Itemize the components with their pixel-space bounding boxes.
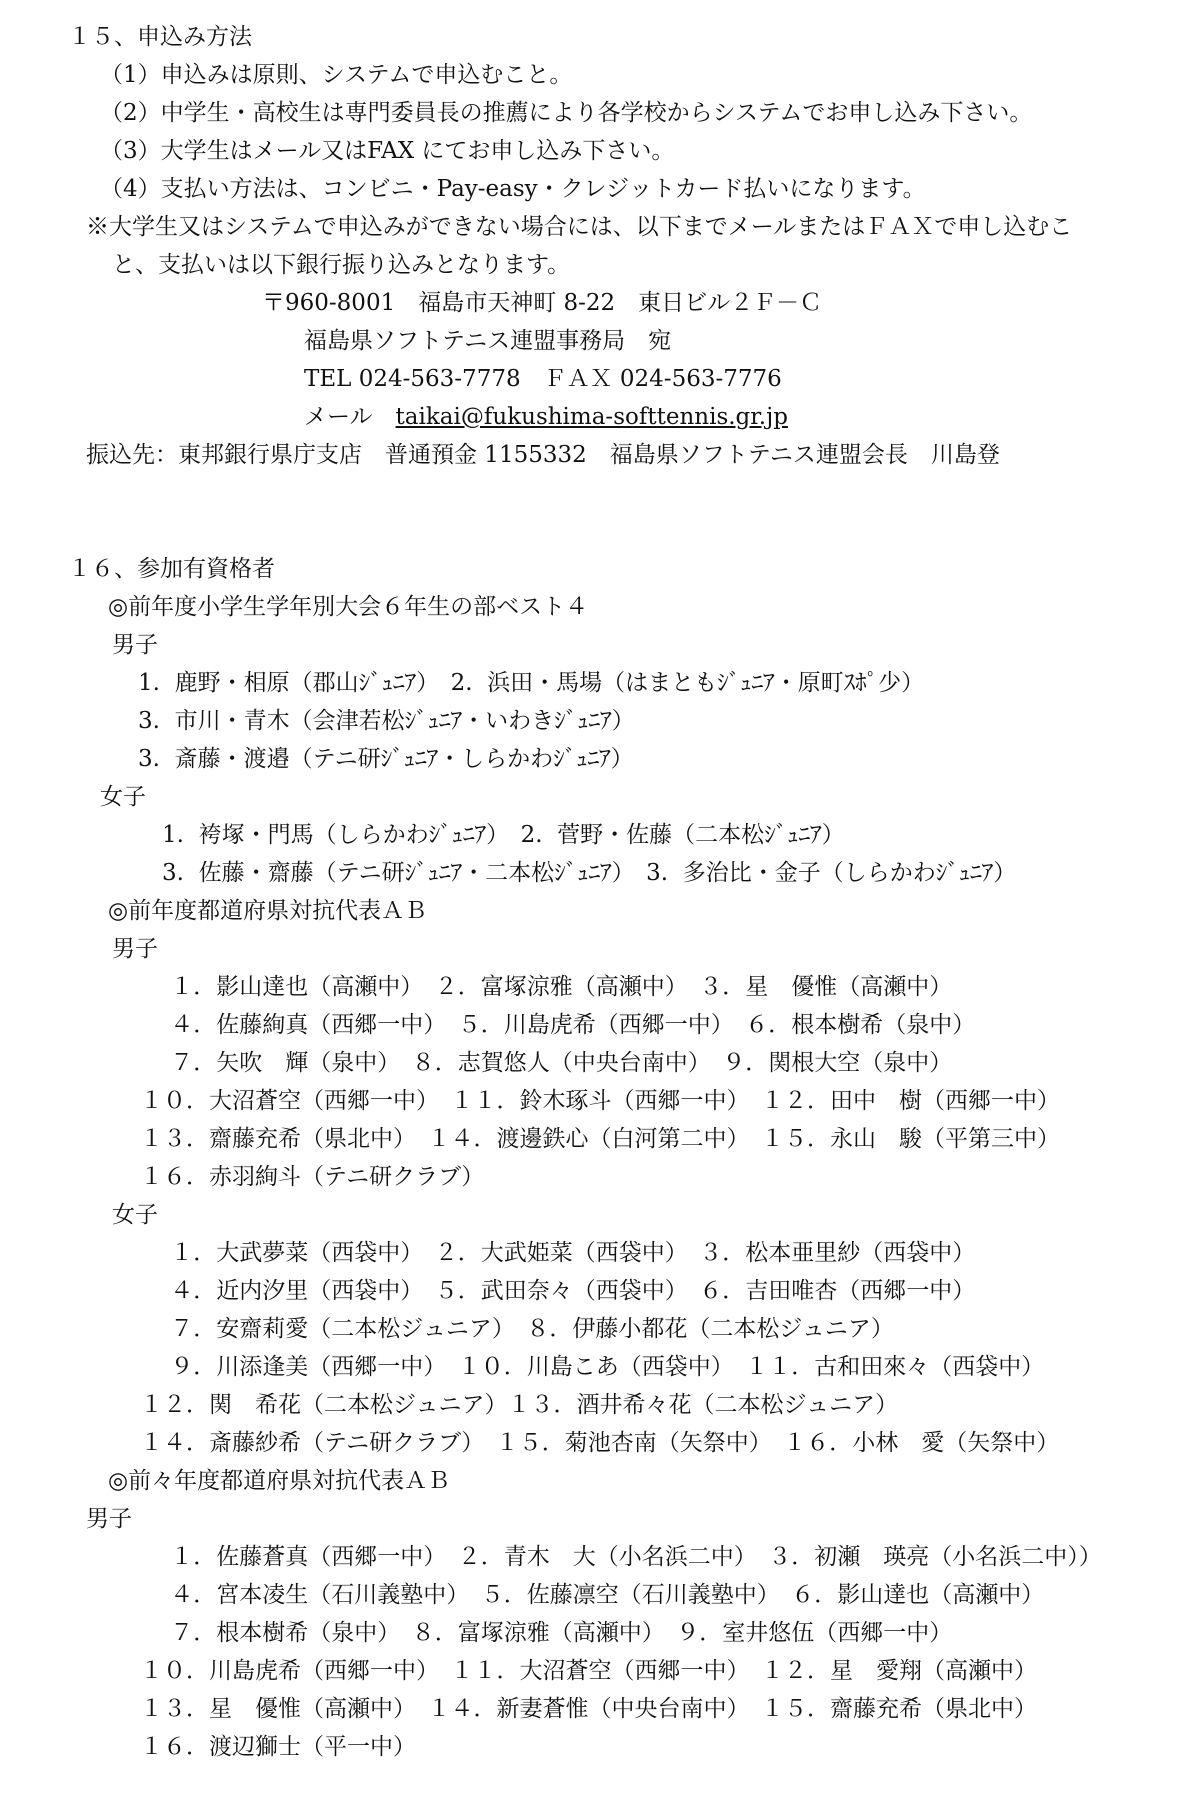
g2-girls-label: 女子 bbox=[112, 1202, 158, 1228]
g2-girls-row: １４．斎藤紗希（テニ研クラブ） １５．菊池杏南（矢祭中） １６．小林 愛（矢祭中） bbox=[140, 1430, 1060, 1456]
g1-girls-label: 女子 bbox=[100, 784, 146, 810]
s15-item-3: （3）大学生はメール又はFAX にてお申し込み下さい。 bbox=[100, 138, 675, 164]
s15-mail-row bbox=[0, 398, 1200, 436]
s15-item-4: （4）支払い方法は、コンビニ・Pay-easy・クレジットカード払いになります。 bbox=[100, 176, 926, 202]
g1-girls-row: 1. 袴塚・門馬（しらかわｼﾞｭﾆｱ） 2. 菅野・佐藤（二本松ｼﾞｭﾆｱ） bbox=[162, 822, 845, 848]
g3-boys-row: ７．根本樹希（泉中） ８．富塚涼雅（高瀬中） ９．室井悠伍（西郷一中） bbox=[140, 1620, 953, 1646]
section-16-title: １６、参加有資格者 bbox=[68, 556, 275, 582]
g3-boys-row: １３．星 優惟（高瀬中） １４．新妻蒼惟（中央台南中） １５．齋藤充希（県北中） bbox=[140, 1696, 1037, 1722]
g1-boys-row: 1. 鹿野・相原（郡山ｼﾞｭﾆｱ） 2. 浜田・馬場（はまともｼﾞｭﾆｱ・原町ｽﾎﾟ少） bbox=[138, 670, 925, 696]
s15-note-line1: ※大学生又はシステムで申込みができない場合には、以下までメールまたはＦＡＸで申し込むこ bbox=[86, 214, 1073, 240]
g1-boys-row: 3. 市川・青木（会津若松ｼﾞｭﾆｱ・いわきｼﾞｭﾆｱ） bbox=[138, 708, 635, 734]
g3-boys-row: １０．川島虎希（西郷一中） １１．大沼蒼空（西郷一中） １２．星 愛翔（高瀬中） bbox=[140, 1658, 1037, 1684]
g3-heading: ◎前々年度都道府県対抗代表ＡＢ bbox=[108, 1468, 451, 1494]
mail-label: メール bbox=[304, 404, 396, 430]
g2-boys-row: ４．佐藤絢真（西郷一中） ５．川島虎希（西郷一中） ６．根本樹希（泉中） bbox=[140, 1012, 976, 1038]
document-page bbox=[0, 18, 1200, 1766]
s15-item-2: （2）中学生・高校生は専門委員長の推薦により各学校からシステムでお申し込み下さい。 bbox=[100, 100, 1033, 126]
s15-address: 〒960-8001 福島市天神町 8-22 東日ビル２Ｆ－Ｃ bbox=[262, 290, 823, 316]
s15-bank: 振込先：東邦銀行県庁支店 普通預金 1155332 福島県ソフトテニス連盟会長 川島登 bbox=[86, 442, 1000, 468]
g3-boys-label: 男子 bbox=[86, 1506, 132, 1532]
g3-boys-row: ４．宮本凌生（石川義塾中） ５．佐藤凛空（石川義塾中） ６．影山達也（高瀬中） bbox=[140, 1582, 1045, 1608]
g2-girls-row: ９．川添逢美（西郷一中） １０．川島こあ（西袋中） １１．古和田來々（西袋中） bbox=[140, 1354, 1045, 1380]
g2-girls-row: １２．関 希花（二本松ジュニア）１３．酒井希々花（二本松ジュニア） bbox=[140, 1392, 899, 1418]
g1-heading: ◎前年度小学生学年別大会６年生の部ベスト４ bbox=[108, 594, 589, 620]
g2-boys-label: 男子 bbox=[112, 936, 158, 962]
g1-boys-row: 3. 斎藤・渡邉（テニ研ｼﾞｭﾆｱ・しらかわｼﾞｭﾆｱ） bbox=[138, 746, 634, 772]
section-gap bbox=[0, 474, 1200, 550]
g2-boys-row: １０．大沼蒼空（西郷一中） １１．鈴木琢斗（西郷一中） １２．田中 樹（西郷一中） bbox=[140, 1088, 1060, 1114]
g2-girls-row: ４．近内汐里（西袋中） ５．武田奈々（西袋中） ６．吉田唯杏（西郷一中） bbox=[140, 1278, 976, 1304]
g3-boys-row: １６．渡辺獅士（平一中） bbox=[140, 1734, 416, 1760]
s15-telfax: TEL 024-563-7778 ＦＡＸ 024-563-7776 bbox=[304, 366, 782, 392]
g2-boys-row: ７．矢吹 輝（泉中） ８．志賀悠人（中央台南中） ９．関根大空（泉中） bbox=[140, 1050, 953, 1076]
g2-heading: ◎前年度都道府県対抗代表ＡＢ bbox=[108, 898, 428, 924]
g2-boys-row: １．影山達也（高瀬中） ２．富塚涼雅（高瀬中） ３．星 優惟（高瀬中） bbox=[140, 974, 953, 1000]
email-link[interactable]: taikai@fukushima-softtennis.gr.jp bbox=[395, 404, 788, 430]
s15-note-line2: と、支払いは以下銀行振り込みとなります。 bbox=[112, 252, 571, 278]
s15-office: 福島県ソフトテニス連盟事務局 宛 bbox=[304, 328, 672, 354]
g2-boys-row: １３．齋藤充希（県北中） １４．渡邊鉄心（白河第二中） １５．永山 駿（平第三中） bbox=[140, 1126, 1060, 1152]
section-15-title: １５、申込み方法 bbox=[68, 24, 252, 50]
g1-girls-row: 3. 佐藤・齋藤（テニ研ｼﾞｭﾆｱ・二本松ｼﾞｭﾆｱ） 3. 多治比・金子（しらかわｼﾞｭﾆｱ） bbox=[162, 860, 1017, 886]
g3-boys-row: １．佐藤蒼真（西郷一中） ２．青木 大（小名浜二中） ３．初瀬 瑛亮（小名浜二中）） bbox=[140, 1544, 1102, 1570]
g1-boys-label: 男子 bbox=[112, 632, 158, 658]
g2-boys-row: １６．赤羽絢斗（テニ研クラブ） bbox=[140, 1164, 485, 1190]
g2-girls-row: ７．安齋莉愛（二本松ジュニア） ８．伊藤小都花（二本松ジュニア） bbox=[140, 1316, 894, 1342]
g2-girls-row: １．大武夢菜（西袋中） ２．大武姫菜（西袋中） ３．松本亜里紗（西袋中） bbox=[140, 1240, 976, 1266]
s15-item-1: （1）申込みは原則、システムで申込むこと。 bbox=[100, 62, 573, 88]
